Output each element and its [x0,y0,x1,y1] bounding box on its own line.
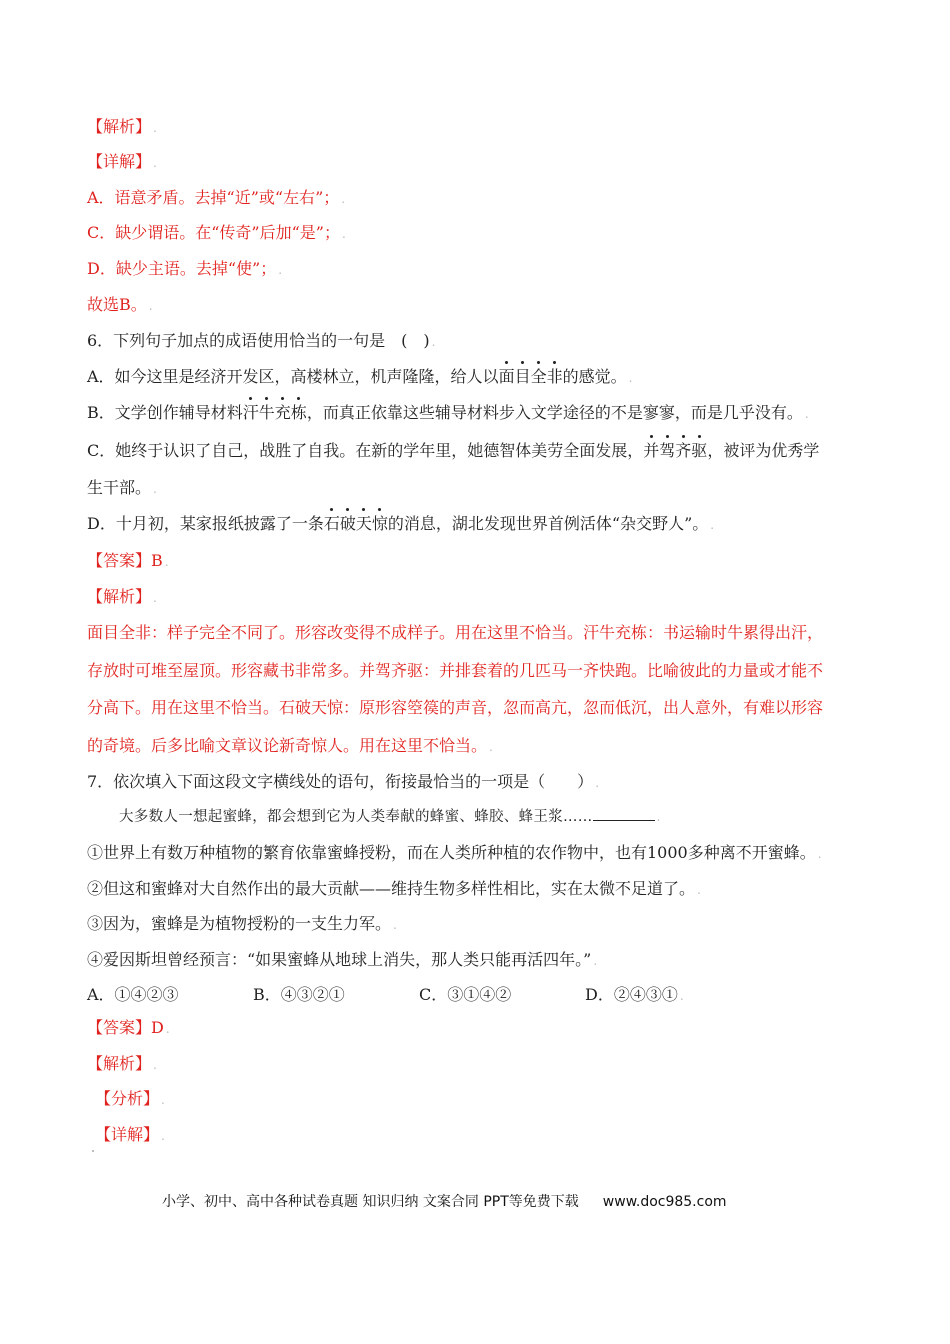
q7-sentence-1: ①世界上有数万种植物的繁育依靠蜜蜂授粉，而在人类所种植的农作物中，也有1000多种离不开蜜蜂。 . [87,843,822,862]
q6-option-c-line2: 生干部。 . [87,478,157,497]
q7-option-d: D．②④③① [585,985,678,1004]
q6-option-b: B．文学创作辅导材料汗牛充栋，而真正依靠这些辅导材料步入文学途径的不是寥寥，而是几乎没有。 . [87,403,809,422]
q7-answer: 【答案】D . [87,1018,170,1037]
q6-option-a: A．如今这里是经济开发区，高楼林立，机声隆隆，给人以面目全非的感觉。 . [87,367,633,386]
q7-sentence-3: ③因为，蜜蜂是为植物授粉的一支生力军。 . [87,914,397,933]
paragraph-mark [92,1150,94,1152]
q7-stem: 7．依次填入下面这段文字横线处的语句，衔接最恰当的一项是（ ） . [87,772,600,791]
jiexi-heading-1: 【解析】 . [87,117,157,136]
page-footer [162,1191,727,1211]
q6-answer: 【答案】B . [87,551,169,570]
q6-explanation-line2: 存放时可堆至屋顶。形容藏书非常多。并驾齐驱：并排套着的几匹马一齐快跑。比喻彼此的力量或才能不 [87,661,824,680]
q7-option-a: A．①④②③ [87,985,179,1004]
q6-jiexi-heading: 【解析】 . [87,587,157,606]
q6-explanation-line3: 分高下。用在这里不恰当。石破天惊：原形容箜篌的声音，忽而高亢，忽而低沉，出人意外，有难以形容 [87,698,824,717]
xiangjie-heading-1: 【详解】 . [87,152,157,171]
conclusion: 故选B。 . [87,295,153,314]
q6-explanation-line1: 面目全非：样子完全不同了。形容改变得不成样子。用在这里不恰当。汗牛充栋：书运输时牛累得出汗， [87,623,824,642]
q7-jiexi-heading: 【解析】 . [87,1054,157,1073]
explanation-c: C．缺少谓语。在“传奇”后加“是”； . [87,223,346,242]
q7-sentence-2: ②但这和蜜蜂对大自然作出的最大贡献——维持生物多样性相比，实在太微不足道了。 . [87,879,701,898]
fill-in-blank [593,806,655,821]
q7-sentence-4: ④爱因斯坦曾经预言：“如果蜜蜂从地球上消失，那人类只能再活四年。” . [87,950,598,969]
q6-stem: 6．下列句子加点的成语使用恰当的一句是 ( ) . [87,331,436,350]
q6-option-d: D．十月初，某家报纸披露了一条石破天惊的消息，湖北发现世界首例活体“杂交野人”。 . [87,514,715,533]
q7-option-b: B．④③②① [253,985,345,1004]
q7-option-c: C．③①④② [419,985,512,1004]
q6-explanation-line4: 的奇境。后多比喻文章议论新奇惊人。用在这里不恰当。 . [87,736,493,755]
explanation-a: A．语意矛盾。去掉“近”或“左右”； . [87,188,346,207]
q7-fenxi-heading: 【分析】 . [95,1089,165,1108]
footer-site-link[interactable]: www.doc985.com [602,1194,727,1210]
explanation-d: D．缺少主语。去掉“使”； . [87,259,283,278]
q7-xiangjie-heading: 【详解】 . [95,1125,165,1144]
q7-passage: 大多数人一想起蜜蜂，都会想到它为人类奉献的蜂蜜、蜂胶、蜂王浆…… . [119,806,661,828]
footer-text: 小学、初中、高中各种试卷真题 知识归纳 文案合同 PPT等免费下载 [162,1194,579,1210]
q6-option-c-line1: C．她终于认识了自己，战胜了自我。在新的学年里，她德智体美劳全面发展，并驾齐驱，被评为优秀学 [87,441,820,460]
q7-options: A．①④②③ B．④③②① C．③①④② D．②④③① . [87,985,684,1004]
